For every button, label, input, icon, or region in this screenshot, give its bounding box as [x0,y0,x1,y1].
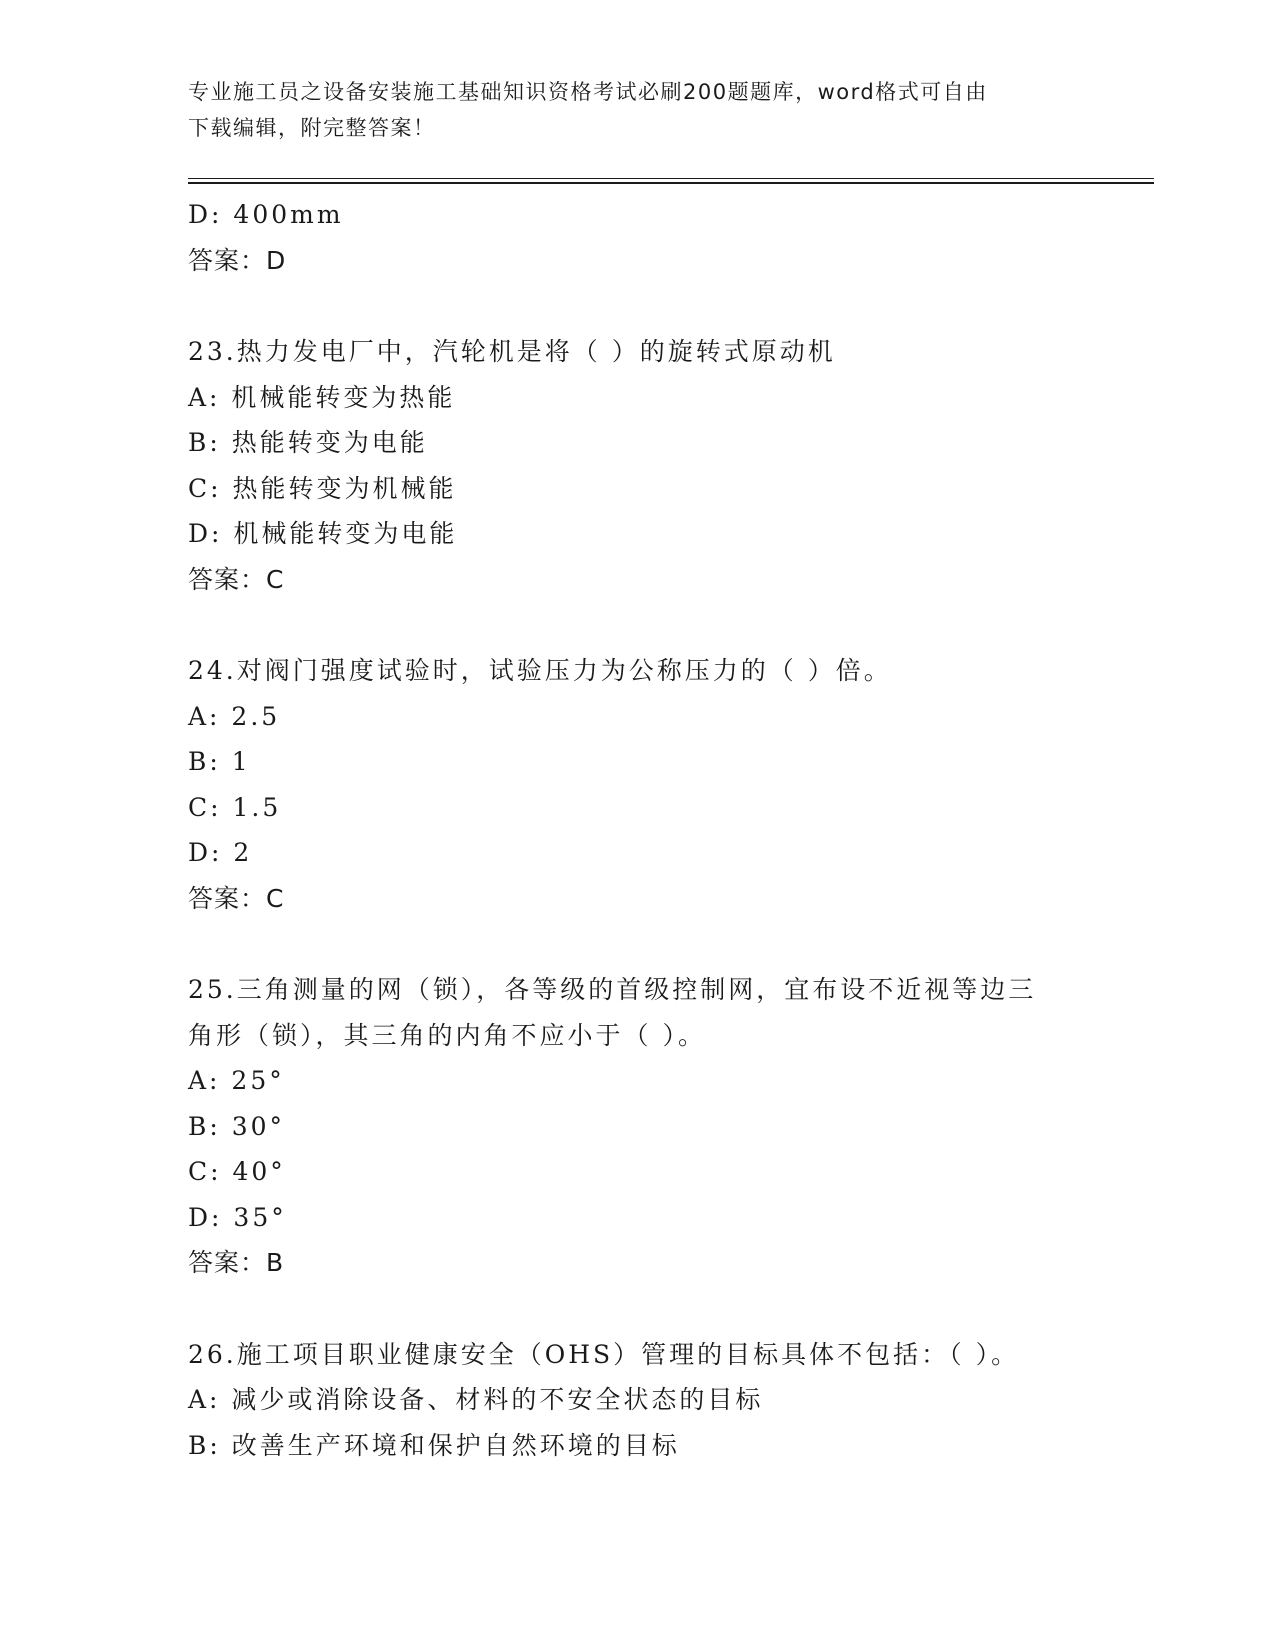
question-25-stem-line-2: 角形（锁），其三角的内角不应小于（ ）。 [188,1020,706,1050]
question-26-option-b: B: 改善生产环境和保护自然环境的目标 [188,1430,680,1460]
question-23-option-c: C: 热能转变为机械能 [188,473,457,503]
spacer [188,921,1088,967]
question-23-option-d: D: 机械能转变为电能 [188,519,458,548]
question-23-option-b: B: 热能转变为电能 [188,428,428,457]
header-divider-thick [188,182,1154,184]
question-23-answer: 答案：C [188,564,285,594]
question-26-stem: 26.施工项目职业健康安全（OHS）管理的目标具体不包括：（ ）。 [188,1339,1020,1369]
question-24-option-a: A: 2.5 [188,701,281,731]
header-divider-thin [188,178,1154,179]
question-25-option-d: D: 35° [188,1202,287,1232]
question-24-answer: 答案：C [188,883,285,913]
question-25-stem-line-1: 25.三角测量的网（锁），各等级的首级控制网，宜布设不近视等边三 [188,975,1037,1004]
spacer [188,1286,1088,1332]
question-25-option-b: B: 30° [188,1111,286,1141]
question-list [188,192,1088,1468]
spacer [188,283,1088,329]
header-line-2: 下载编辑，附完整答案！ [188,116,436,140]
document-header [188,74,1088,146]
question-24-option-c: C: 1.5 [188,792,282,822]
spacer [188,602,1088,648]
question-25-option-a: A: 25° [188,1066,285,1095]
question-24-option-b: B: 1 [188,747,251,776]
question-25-option-c: C: 40° [188,1157,286,1186]
question-24-option-d: D: 2 [188,838,253,867]
question-26-option-a: A: 减少或消除设备、材料的不安全状态的目标 [188,1385,764,1414]
prev-answer: 答案：D [188,245,287,275]
question-23-option-a: A: 机械能转变为热能 [188,382,456,412]
prev-option-d: D: 400mm [188,200,344,229]
question-24-stem: 24.对阀门强度试验时，试验压力为公称压力的（ ）倍。 [188,656,892,685]
question-25-answer: 答案：B [188,1248,285,1277]
question-23-stem: 23.热力发电厂中，汽轮机是将（ ）的旋转式原动机 [188,337,836,366]
header-line-1: 专业施工员之设备安装施工基础知识资格考试必刷200题题库，word格式可自由 [188,80,988,104]
